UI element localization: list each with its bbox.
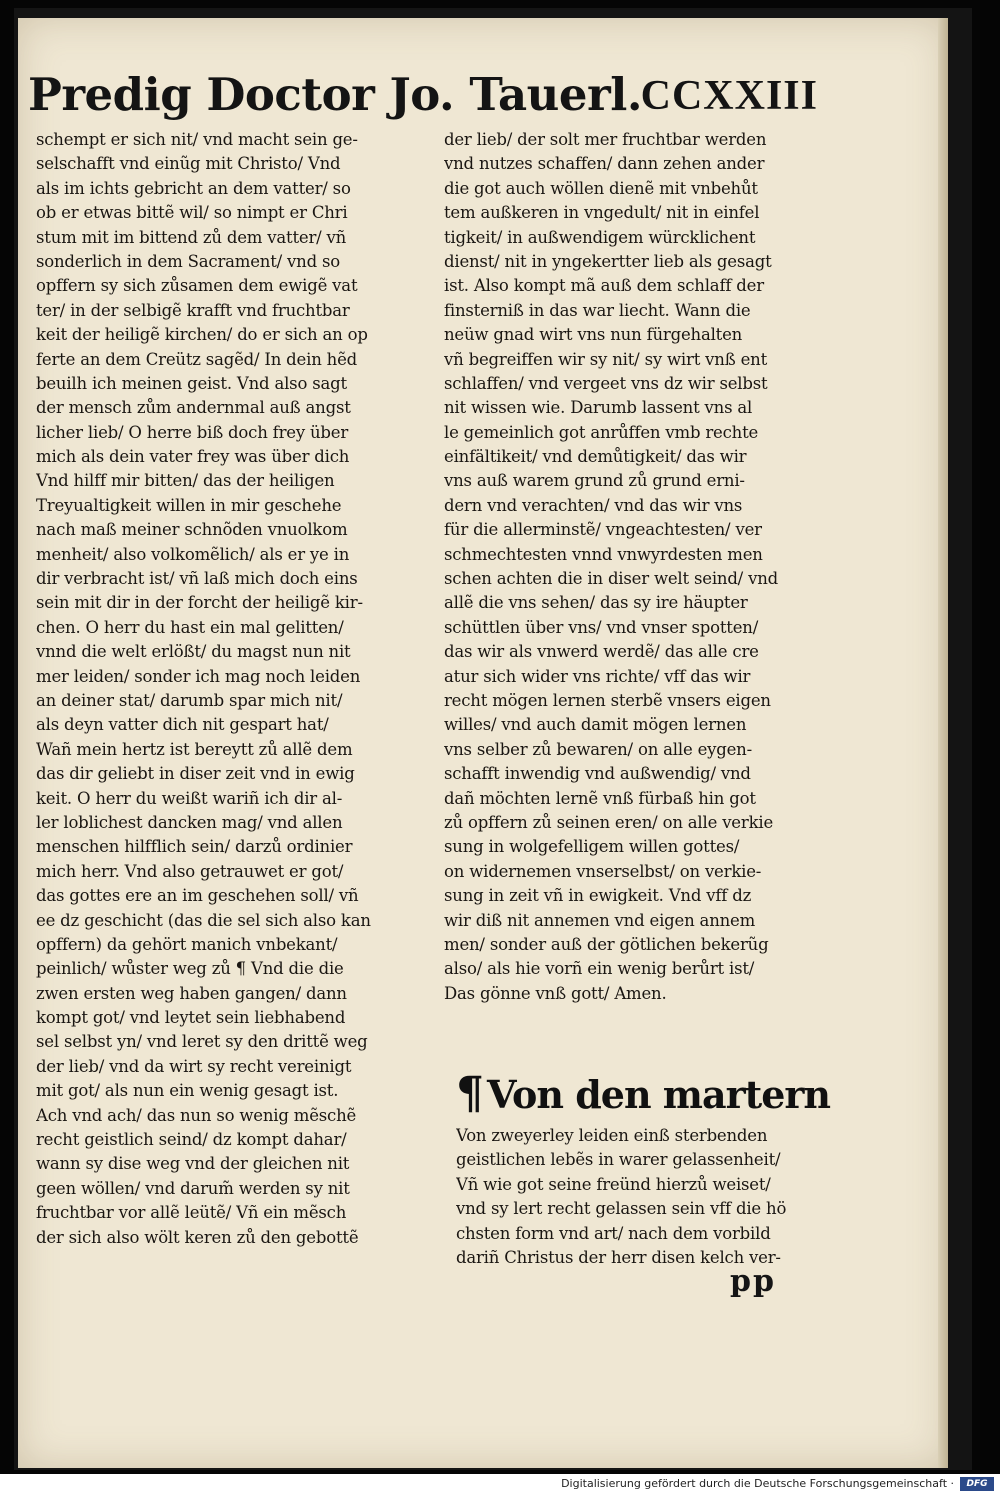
- text-line: stum mit im bittend zů dem vatter/ vñ: [36, 227, 347, 247]
- text-line: atur sich wider vns richte/ vff das wir: [444, 666, 751, 686]
- text-line: le gemeinlich got anrůffen vmb rechte: [444, 422, 759, 442]
- section-heading-text: Von den martern: [487, 1072, 831, 1117]
- text-line: schüttlen über vns/ vnd vnser spotten/: [444, 617, 759, 637]
- text-line: vnnd die welt erlößt/ du magst nun nit: [36, 642, 351, 662]
- text-line: der mensch zům andernmal auß angst: [36, 398, 351, 418]
- text-line: als im ichts gebricht an dem vatter/ so: [36, 178, 351, 198]
- text-line: sung in zeit vñ in ewigkeit. Vnd vff dz: [444, 886, 752, 906]
- text-column-left: [36, 128, 436, 1250]
- text-line: der sich also wölt keren zů den gebottẽ: [36, 1227, 359, 1247]
- text-line: an deiner stat/ darumb spar mich nit/: [36, 690, 343, 710]
- running-head-title: Predig Doctor Jo. Tauerl.: [28, 68, 642, 121]
- text-line: ist. Also kompt mã auß dem schlaff der: [444, 276, 764, 296]
- text-line: finsterniß in das war liecht. Wann die: [444, 300, 751, 320]
- text-line: das wir als vnwerd werdẽ/ das alle cre: [444, 642, 759, 662]
- text-line: wann sy dise weg vnd der gleichen nit: [36, 1154, 350, 1174]
- text-line: tigkeit/ in außwendigem würcklichent: [444, 227, 756, 247]
- text-line: selschafft vnd einũg mit Christo/ Vnd: [36, 154, 341, 174]
- text-line: sonderlich in dem Sacrament/ vnd so: [36, 251, 341, 271]
- text-line: der lieb/ der solt mer fruchtbar werden: [444, 130, 767, 149]
- text-line: schmechtesten vnnd vnwyrdesten men: [444, 544, 763, 564]
- text-line: vnd nutzes schaffen/ dann zehen ander: [444, 154, 765, 174]
- text-line: menschen hilfflich sein/ darzů ordinier: [36, 837, 353, 857]
- text-line: vns selber zů bewaren/ on alle eygen-: [444, 739, 752, 759]
- text-line: sung in wolgefelligem willen gottes/: [444, 837, 740, 857]
- footer-bar: [0, 1474, 1000, 1495]
- text-line: das dir geliebt in diser zeit vnd in ewig: [36, 764, 355, 784]
- text-line: Vnd hilff mir bitten/ das der heiligen: [36, 471, 335, 491]
- text-line: dern vnd verachten/ vnd das wir vns: [444, 495, 743, 515]
- text-line: beuilh ich meinen geist. Vnd also sagt: [36, 373, 347, 393]
- text-line: recht mögen lernen sterbẽ vnsers eigen: [444, 690, 771, 710]
- text-line: fruchtbar vor allẽ leütẽ/ Vñ ein mẽsch: [36, 1203, 347, 1223]
- text-line: opffern) da gehört manich vnbekant/: [36, 934, 338, 954]
- signature-mark: pp: [730, 1264, 776, 1299]
- text-line: Ach vnd ach/ das nun so wenig mẽschẽ: [36, 1105, 357, 1125]
- intro-line: chsten form vnd art/ nach dem vorbild: [456, 1223, 771, 1243]
- text-line: on widernemen vnserselbst/ on verkie-: [444, 861, 762, 881]
- text-line: ee dz geschicht (das die sel sich also kan: [36, 910, 371, 930]
- intro-line: Von zweyerley leiden einß sterbenden: [456, 1126, 768, 1145]
- section-heading: [456, 1068, 836, 1119]
- text-column-right: [444, 128, 824, 1006]
- text-line: menheit/ also volkomẽlich/ als er ye in: [36, 544, 350, 564]
- text-line: mer leiden/ sonder ich mag noch leiden: [36, 666, 361, 686]
- text-line: opffern sy sich zůsamen dem ewigẽ vat: [36, 276, 358, 296]
- text-line: schlaffen/ vnd vergeet vns dz wir selbst: [444, 373, 768, 393]
- text-line: tem außkeren in vngedult/ nit in einfel: [444, 203, 760, 223]
- text-line: sein mit dir in der forcht der heiligẽ kir-: [36, 593, 363, 613]
- text-line: mich als dein vater frey was über dich: [36, 447, 350, 467]
- text-line: kompt got/ vnd leytet sein liebhabend: [36, 1008, 346, 1028]
- text-line: nach maß meiner schnõden vnuolkom: [36, 520, 348, 540]
- text-line: der lieb/ vnd da wirt sy recht vereinigt: [36, 1056, 352, 1076]
- text-line: zwen ersten weg haben gangen/ dann: [36, 983, 347, 1003]
- text-line: men/ sonder auß der götlichen bekerũg: [444, 934, 769, 954]
- text-line: zů opffern zů seinen eren/ on alle verkie: [444, 812, 774, 832]
- intro-line: dariñ Christus der herr disen kelch ver-: [456, 1247, 781, 1267]
- text-line: licher lieb/ O herre biß doch frey über: [36, 422, 349, 442]
- text-line: vñ begreiffen wir sy nit/ sy wirt vnß ent: [444, 349, 768, 369]
- section-intro: [456, 1124, 826, 1270]
- text-line: mit got/ als nun ein wenig gesagt ist.: [36, 1081, 339, 1101]
- text-line: für die allerminstẽ/ vngeachtesten/ ver: [444, 520, 762, 540]
- text-line: schen achten die in diser welt seind/ vnd: [444, 569, 778, 589]
- footer-credit: Digitalisierung gefördert durch die Deutsche Forschungsgemeinschaft ·: [561, 1477, 954, 1490]
- folio-number: CCXXIII: [640, 73, 818, 119]
- text-line: als deyn vatter dich nit gespart hat/: [36, 715, 329, 735]
- text-line: sel selbst yn/ vnd leret sy den drittẽ weg: [36, 1032, 368, 1052]
- text-line: neüw gnad wirt vns nun fürgehalten: [444, 325, 743, 345]
- text-line: dienst/ nit in yngekertter lieb als gesagt: [444, 251, 772, 271]
- text-line: keit der heiligẽ kirchen/ do er sich an op: [36, 325, 368, 345]
- intro-line: geistlichen lebẽs in warer gelassenheit/: [456, 1150, 781, 1170]
- text-line: ter/ in der selbigẽ krafft vnd fruchtbar: [36, 300, 350, 320]
- text-line: die got auch wöllen dienẽ mit vnbehůt: [444, 178, 758, 198]
- text-line: wir diß nit annemen vnd eigen annem: [444, 910, 756, 930]
- text-line: schempt er sich nit/ vnd macht sein ge-: [36, 130, 358, 149]
- text-line: ob er etwas bittẽ wil/ so nimpt er Chri: [36, 203, 348, 223]
- page-edge: [938, 18, 948, 1468]
- text-line: also/ als hie vorñ ein wenig berůrt ist/: [444, 959, 755, 979]
- intro-line: Vñ wie got seine freünd hierzů weiset/: [456, 1174, 771, 1194]
- text-line: peinlich/ wůster weg zů ¶ Vnd die die: [36, 959, 344, 979]
- text-line: nit wissen wie. Darumb lassent vns al: [444, 398, 753, 418]
- text-line: allẽ die vns sehen/ das sy ire häupter: [444, 593, 748, 613]
- text-line: willes/ vnd auch damit mögen lernen: [444, 715, 747, 735]
- text-line: chen. O herr du hast ein mal gelitten/: [36, 617, 344, 637]
- text-line: recht geistlich seind/ dz kompt dahar/: [36, 1130, 347, 1150]
- text-line: Wañ mein hertz ist bereytt zů allẽ dem: [36, 739, 353, 759]
- running-head: [28, 68, 818, 130]
- text-line: schafft inwendig vnd außwendig/ vnd: [444, 764, 751, 784]
- text-line: Das gönne vnß gott/ Amen.: [444, 983, 667, 1003]
- text-line: dañ möchten lernẽ vnß fürbaß hin got: [444, 788, 756, 808]
- text-line: vns auß warem grund zů grund erni-: [444, 471, 745, 491]
- text-line: ler loblichest dancken mag/ vnd allen: [36, 812, 343, 832]
- text-line: mich herr. Vnd also getrauwet er got/: [36, 861, 344, 881]
- text-line: keit. O herr du weißt wariñ ich dir al-: [36, 788, 343, 808]
- text-line: geen wöllen/ vnd darum̃ werden sy nit: [36, 1178, 350, 1198]
- intro-line: vnd sy lert recht gelassen sein vff die hö: [456, 1199, 787, 1219]
- dfg-logo: DFG: [960, 1477, 994, 1491]
- text-line: ferte an dem Creütz sagẽd/ In dein hẽd: [36, 349, 358, 369]
- pilcrow-mark: ¶: [456, 1068, 483, 1119]
- text-line: dir verbracht ist/ vñ laß mich doch eins: [36, 569, 358, 589]
- text-line: einfältikeit/ vnd demůtigkeit/ das wir: [444, 447, 747, 467]
- text-line: Treyualtigkeit willen in mir geschehe: [36, 495, 342, 515]
- text-line: das gottes ere an im geschehen soll/ vñ: [36, 886, 359, 906]
